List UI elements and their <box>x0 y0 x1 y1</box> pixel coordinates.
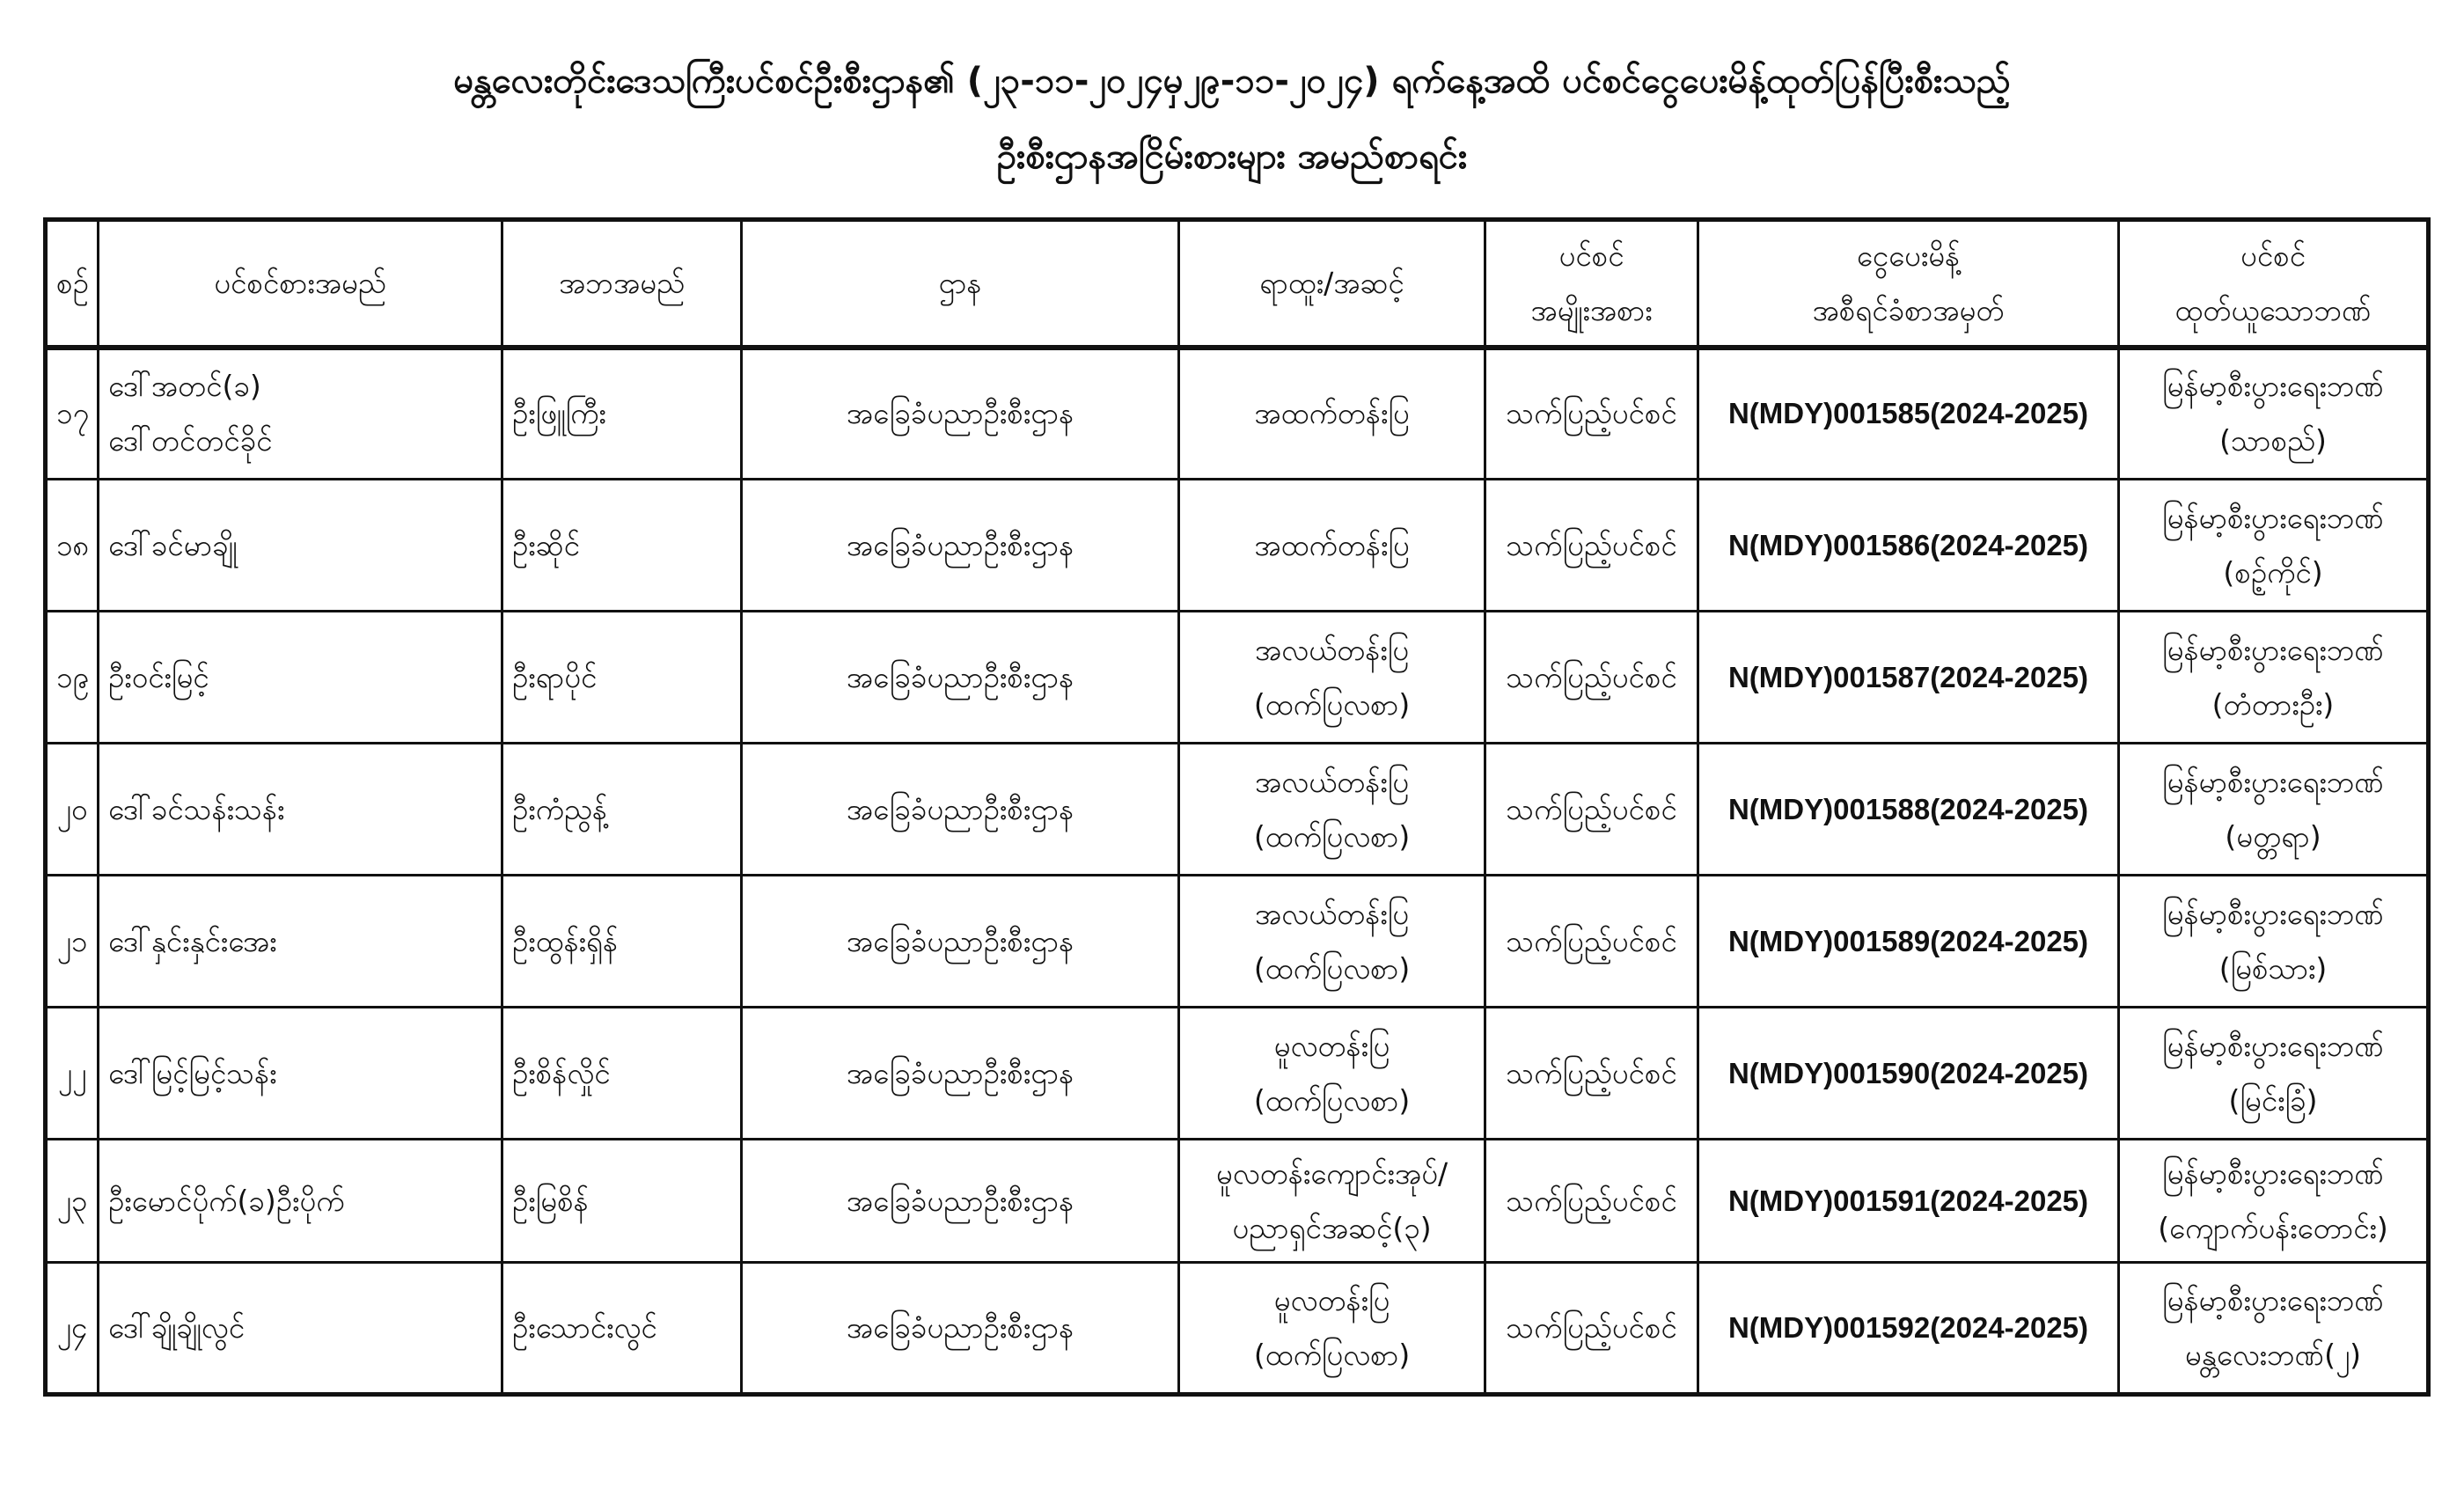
header-no: စဉ် <box>46 220 99 348</box>
cell-rank-line2: (ထက်ပြလစာ) <box>1253 1338 1411 1372</box>
header-order-line1: ငွေပေးမိန့် <box>1856 238 1961 273</box>
header-order <box>1698 220 2119 348</box>
cell-bank-line2: (မတ္တရာ) <box>2225 818 2321 854</box>
cell-no: ၂၁ <box>46 876 99 1008</box>
cell-bank <box>2119 876 2429 1008</box>
cell-no: ၂၄ <box>46 1263 99 1395</box>
cell-bank-line2: (စဥ့်ကိုင်) <box>2223 554 2323 590</box>
cell-bank-line1: မြန်မာ့စီးပွားရေးဘဏ် <box>2162 500 2384 535</box>
cell-type: သက်ပြည့်ပင်စင် <box>1485 1140 1698 1263</box>
cell-rank <box>1179 876 1485 1008</box>
header-type <box>1485 220 1698 348</box>
cell-name <box>99 480 502 612</box>
cell-no: ၁၈ <box>46 480 99 612</box>
cell-rank-line2: (ထက်ပြလစာ) <box>1253 818 1411 854</box>
cell-bank-line2: (မြင်းခြံ) <box>2228 1082 2318 1118</box>
document-title: မန္တလေးတိုင်းဒေသကြီးပင်စင်ဦးစီးဌာန၏ (၂၃-၁၁-၂၀၂၄မှ၂၉-၁၁-၂၀၂၄) ရက်နေ့အထိ ပင်စင်ငွေပေးမိန့်ထုတ်ပြန်ပြီးစီးသည့် <box>453 61 2011 101</box>
cell-bank-line2: (တံတားဦး) <box>2211 686 2335 722</box>
cell-no: ၁၇ <box>46 348 99 480</box>
cell-name <box>99 1140 502 1263</box>
cell-type: သက်ပြည့်ပင်စင် <box>1485 1263 1698 1395</box>
cell-name-line1: ဒေါ်ခင်မာချို <box>108 527 238 562</box>
cell-name-line1: ဦးမောင်ပိုက်(ခ)ဦးပိုက် <box>108 1183 345 1218</box>
cell-name <box>99 612 502 744</box>
document-subtitle: ဦးစီးဌာနအငြိမ်းစားများ အမည်စာရင်း <box>996 136 1468 177</box>
cell-bank-line1: မြန်မာ့စီးပွားရေးဘဏ် <box>2162 369 2384 404</box>
table-row <box>46 1140 2429 1263</box>
cell-type: သက်ပြည့်ပင်စင် <box>1485 612 1698 744</box>
cell-order: N(MDY)001591(2024-2025) <box>1698 1140 2119 1263</box>
cell-rank-line1: မူလတန်းပြ <box>1273 1028 1390 1063</box>
cell-name-line1: ဒေါ်ခင်သန်းသန်း <box>108 791 285 826</box>
cell-father: ဦးဖြူကြီး <box>502 348 742 480</box>
cell-bank-line2: (ကျောက်ပန်းတောင်း) <box>2158 1210 2388 1245</box>
cell-rank <box>1179 480 1485 612</box>
header-bank <box>2119 220 2429 348</box>
header-order-line2: အစီရင်ခံစာအမှတ် <box>1812 292 2005 327</box>
cell-bank-line1: မြန်မာ့စီးပွားရေးဘဏ် <box>2162 1283 2384 1317</box>
cell-no: ၂၂ <box>46 1008 99 1140</box>
table-row <box>46 1008 2429 1140</box>
cell-order: N(MDY)001585(2024-2025) <box>1698 348 2119 480</box>
cell-bank <box>2119 1263 2429 1395</box>
cell-order: N(MDY)001592(2024-2025) <box>1698 1263 2119 1395</box>
cell-bank <box>2119 1140 2429 1263</box>
pensioner-table <box>43 217 2431 1397</box>
cell-rank-line1: မူလတန်းကျောင်းအုပ်/ <box>1215 1155 1448 1191</box>
cell-name-line2: ဒေါ်တင်တင်ခိုင် <box>108 423 273 458</box>
cell-rank-line1: အထက်တန်းပြ <box>1254 396 1410 431</box>
cell-father: ဦးကံညွန့် <box>502 744 742 876</box>
cell-bank-line2: (မြစ်သား) <box>2218 950 2328 986</box>
cell-bank-line1: မြန်မာ့စီးပွားရေးဘဏ် <box>2162 1155 2384 1191</box>
cell-bank <box>2119 612 2429 744</box>
cell-dept: အခြေခံပညာဦးစီးဌာန <box>742 1263 1179 1395</box>
cell-no: ၁၉ <box>46 612 99 744</box>
cell-rank <box>1179 612 1485 744</box>
cell-bank-line1: မြန်မာ့စီးပွားရေးဘဏ် <box>2162 764 2384 799</box>
cell-dept: အခြေခံပညာဦးစီးဌာန <box>742 744 1179 876</box>
cell-rank-line1: အလယ်တန်းပြ <box>1254 764 1410 799</box>
cell-name-line1: ဒေါ်မြင့်မြင့်သန်း <box>108 1055 277 1090</box>
header-bank-line1: ပင်စင် <box>2240 238 2306 273</box>
header-father: အဘအမည် <box>502 220 742 348</box>
cell-dept: အခြေခံပညာဦးစီးဌာန <box>742 348 1179 480</box>
cell-name-line1: ဦးဝင်းမြင့် <box>108 659 209 694</box>
cell-dept: အခြေခံပညာဦးစီးဌာန <box>742 480 1179 612</box>
cell-bank-line2: (သာစည်) <box>2219 423 2327 458</box>
cell-dept: အခြေခံပညာဦးစီးဌာန <box>742 1140 1179 1263</box>
cell-name <box>99 1263 502 1395</box>
cell-rank <box>1179 1263 1485 1395</box>
cell-name <box>99 876 502 1008</box>
cell-bank-line1: မြန်မာ့စီးပွားရေးဘဏ် <box>2162 896 2384 931</box>
cell-name-line1: ဒေါ်အတင်(ခ) <box>108 369 261 404</box>
cell-name <box>99 1008 502 1140</box>
table-header-row <box>46 220 2429 348</box>
cell-bank <box>2119 480 2429 612</box>
header-name: ပင်စင်စားအမည် <box>99 220 502 348</box>
header-rank: ရာထူး/အဆင့် <box>1179 220 1485 348</box>
cell-dept: အခြေခံပညာဦးစီးဌာန <box>742 612 1179 744</box>
table-row <box>46 480 2429 612</box>
cell-rank-line1: အထက်တန်းပြ <box>1254 527 1410 562</box>
cell-bank-line1: မြန်မာ့စီးပွားရေးဘဏ် <box>2162 632 2384 667</box>
cell-rank-line1: အလယ်တန်းပြ <box>1254 896 1410 931</box>
cell-rank <box>1179 1008 1485 1140</box>
table-row <box>46 876 2429 1008</box>
cell-no: ၂၀ <box>46 744 99 876</box>
cell-rank-line2: ပညာရှင်အဆင့်(၃) <box>1232 1210 1432 1245</box>
table-row <box>46 348 2429 480</box>
cell-rank-line1: အလယ်တန်းပြ <box>1254 632 1410 667</box>
cell-rank <box>1179 348 1485 480</box>
cell-dept: အခြေခံပညာဦးစီးဌာန <box>742 1008 1179 1140</box>
cell-no: ၂၃ <box>46 1140 99 1263</box>
cell-father: ဦးသောင်းလွင် <box>502 1263 742 1395</box>
cell-order: N(MDY)001586(2024-2025) <box>1698 480 2119 612</box>
cell-type: သက်ပြည့်ပင်စင် <box>1485 1008 1698 1140</box>
header-type-line2: အမျိုးအစား <box>1530 292 1653 327</box>
cell-order: N(MDY)001588(2024-2025) <box>1698 744 2119 876</box>
cell-rank-line2: (ထက်ပြလစာ) <box>1253 1082 1411 1118</box>
cell-order: N(MDY)001590(2024-2025) <box>1698 1008 2119 1140</box>
cell-father: ဦးထွန်းရှိန် <box>502 876 742 1008</box>
cell-name <box>99 348 502 480</box>
cell-order: N(MDY)001587(2024-2025) <box>1698 612 2119 744</box>
table-row <box>46 612 2429 744</box>
cell-bank-line2: မန္တလေးဘဏ်(၂) <box>2184 1338 2362 1372</box>
table-row <box>46 1263 2429 1395</box>
cell-father: ဦးစိန်လှိုင် <box>502 1008 742 1140</box>
cell-bank <box>2119 744 2429 876</box>
cell-type: သက်ပြည့်ပင်စင် <box>1485 744 1698 876</box>
cell-rank-line1: မူလတန်းပြ <box>1273 1283 1390 1317</box>
cell-bank <box>2119 1008 2429 1140</box>
header-dept: ဌာန <box>742 220 1179 348</box>
cell-bank-line1: မြန်မာ့စီးပွားရေးဘဏ် <box>2162 1028 2384 1063</box>
cell-order: N(MDY)001589(2024-2025) <box>1698 876 2119 1008</box>
cell-dept: အခြေခံပညာဦးစီးဌာန <box>742 876 1179 1008</box>
cell-father: ဦးရာပိုင် <box>502 612 742 744</box>
cell-rank <box>1179 744 1485 876</box>
cell-father: ဦးဆိုင် <box>502 480 742 612</box>
cell-rank <box>1179 1140 1485 1263</box>
cell-rank-line2: (ထက်ပြလစာ) <box>1253 686 1411 722</box>
table-row <box>46 744 2429 876</box>
cell-type: သက်ပြည့်ပင်စင် <box>1485 348 1698 480</box>
cell-name-line1: ဒေါ်ချိုချိုလွင် <box>108 1310 246 1345</box>
cell-father: ဦးမြစိန် <box>502 1140 742 1263</box>
cell-bank <box>2119 348 2429 480</box>
cell-type: သက်ပြည့်ပင်စင် <box>1485 480 1698 612</box>
cell-name-line1: ဒေါ်နှင်းနှင်းအေး <box>108 923 277 958</box>
cell-name <box>99 744 502 876</box>
cell-type: သက်ပြည့်ပင်စင် <box>1485 876 1698 1008</box>
header-type-line1: ပင်စင် <box>1558 238 1624 273</box>
header-bank-line2: ထုတ်ယူသောဘဏ် <box>2174 292 2372 327</box>
cell-rank-line2: (ထက်ပြလစာ) <box>1253 950 1411 986</box>
